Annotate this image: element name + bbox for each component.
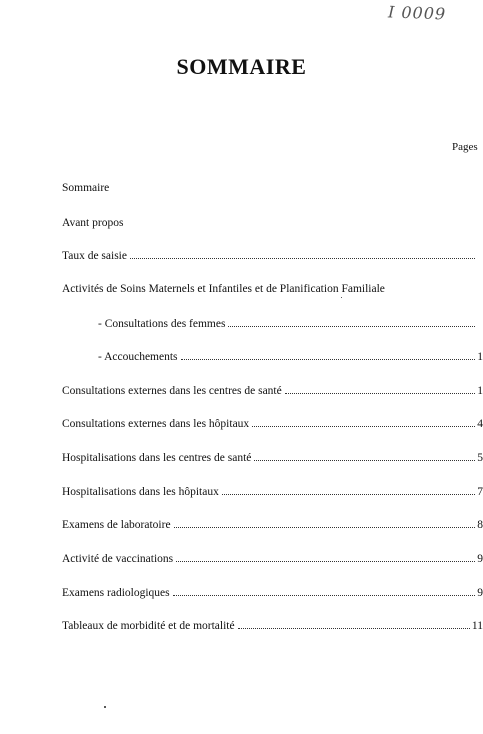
- page-title: SOMMAIRE: [176, 54, 307, 79]
- dot-leader: [173, 594, 475, 596]
- toc-entry-page: 9: [477, 553, 483, 565]
- toc-entry-examens-laboratoire: [62, 518, 483, 532]
- toc-entry-tableaux-morbidite-mortalite: [62, 619, 483, 633]
- toc-entry-consultations-externes-centres: [62, 384, 483, 398]
- toc-entry-page: 9: [477, 587, 483, 599]
- toc-entry-hospitalisations-centres: [62, 451, 483, 465]
- toc-entry-label: Activités de Soins Maternels et Infantiles et de Planification Familiale: [62, 283, 385, 295]
- pages-column-label: Pages: [452, 141, 478, 153]
- toc-entry-label: Avant propos: [62, 217, 124, 229]
- dot-leader: [130, 257, 475, 259]
- dot-leader: [254, 459, 475, 461]
- toc-entry-activites-smi-pf: [62, 282, 483, 296]
- toc-entry-label: Examens de laboratoire: [62, 519, 171, 531]
- scan-speck: [380, 326, 381, 327]
- toc-entry-page: 1: [477, 385, 483, 397]
- toc-entry-consultations-femmes: [98, 317, 483, 331]
- dot-leader: [181, 358, 475, 360]
- toc-entry-label: Sommaire: [62, 182, 110, 194]
- toc-entry-taux-de-saisie: [62, 249, 483, 263]
- toc-entry-activite-vaccinations: [62, 552, 483, 566]
- dot-leader: [174, 526, 475, 528]
- toc-entry-accouchements: [98, 350, 483, 364]
- dot-leader: [176, 560, 475, 562]
- toc-entry-label: Tableaux de morbidité et de mortalité: [62, 620, 235, 632]
- dot-leader: [228, 325, 475, 327]
- toc-entry-label: - Consultations des femmes: [98, 318, 226, 330]
- toc-entry-sommaire: [62, 181, 483, 195]
- toc-entry-label: Hospitalisations dans les centres de santé: [62, 452, 252, 464]
- handwritten-note: I 0009: [387, 2, 447, 24]
- toc-entry-label: Consultations externes dans les centres de santé: [62, 385, 282, 397]
- toc-entry-label: Consultations externes dans les hôpitaux: [62, 418, 250, 430]
- toc-entry-label: Activité de vaccinations: [62, 553, 174, 565]
- toc-entry-label: Hospitalisations dans les hôpitaux: [62, 486, 219, 498]
- dot-leader: [252, 425, 475, 427]
- toc-entry-consultations-externes-hopitaux: [62, 417, 483, 431]
- toc-entry-page: 4: [477, 418, 483, 430]
- dot-leader: [285, 392, 475, 394]
- toc-entry-examens-radiologiques: [62, 586, 483, 600]
- toc-entry-page: 8: [477, 519, 483, 531]
- scan-speck: [104, 706, 106, 708]
- toc-entry-label: Taux de saisie: [62, 250, 127, 262]
- dot-leader: [222, 493, 475, 495]
- toc-entry-hospitalisations-hopitaux: [62, 485, 483, 499]
- scan-speck: [341, 297, 342, 298]
- toc-entry-page: 11: [471, 620, 483, 632]
- toc-entry-avant-propos: [62, 216, 483, 230]
- toc-entry-label: - Accouchements: [98, 351, 178, 363]
- toc-entry-page: 7: [477, 486, 483, 498]
- dot-leader: [238, 627, 470, 629]
- toc-entry-label: Examens radiologiques: [62, 587, 170, 599]
- toc-entry-page: 5: [477, 452, 483, 464]
- toc-entry-page: 1: [477, 351, 483, 363]
